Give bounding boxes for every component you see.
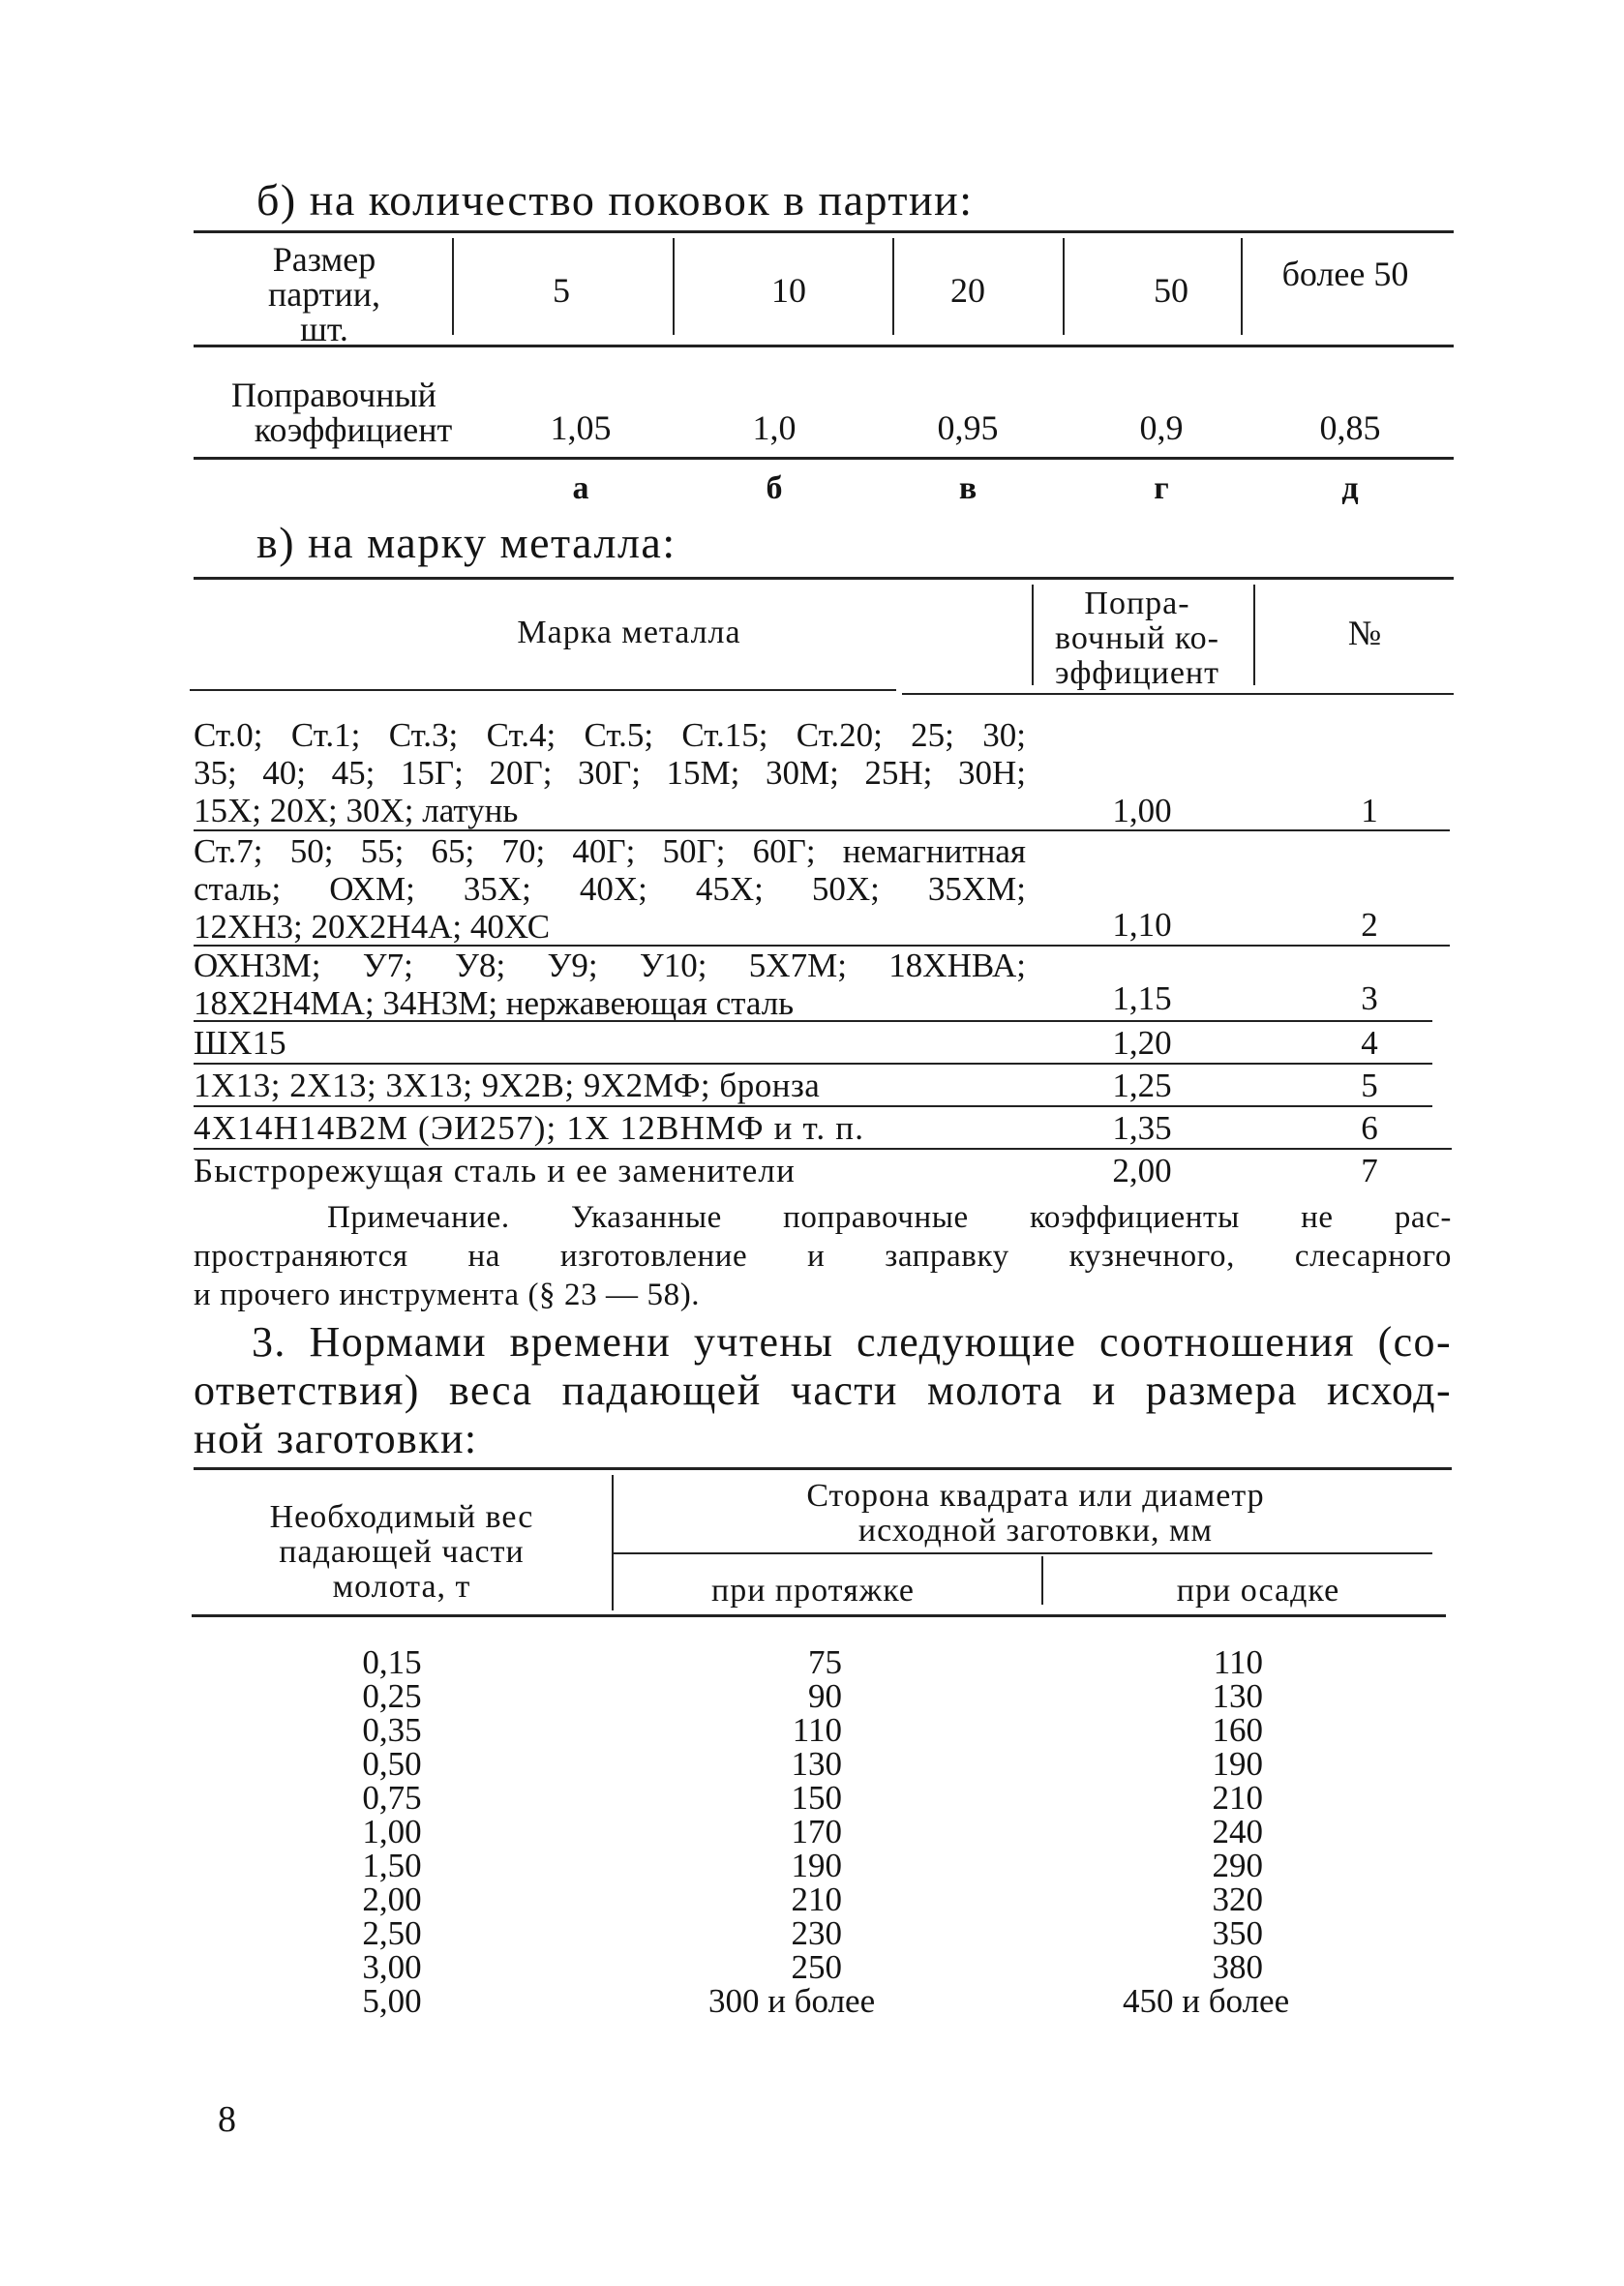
table-3-top-rule <box>194 1467 1452 1470</box>
table-3-header-rule <box>192 1614 1446 1617</box>
table-v-row-rule <box>194 1105 1432 1107</box>
table-b-size: 5 <box>553 271 570 310</box>
table-v-row-1-coef: 1,00 <box>1112 792 1172 829</box>
table-v-row-7-coef: 2,00 <box>1112 1152 1172 1189</box>
table-v-col-no: № <box>1347 614 1382 652</box>
table-v-top-rule <box>194 577 1454 580</box>
table-b-letter: в <box>958 470 977 506</box>
table-v-row-5-grades: 1Х13; 2Х13; 3Х13; 9Х2В; 9Х2МФ; бронза <box>194 1067 821 1104</box>
table-v-row-6-grades: 4Х14Н14В2М (ЭИ257); 1Х 12ВНМФ и т. п. <box>194 1109 865 1147</box>
table-3-upset: 110 130 160 190 210 240 290 320 350 380 450 и более <box>1123 1643 1290 2020</box>
table-3-vline <box>1041 1556 1043 1605</box>
table-v-header-rule <box>190 689 896 691</box>
section-b-heading: б) на количество поковок в партии: <box>256 175 974 225</box>
table-b-coef: 0,9 <box>1139 408 1184 447</box>
table-b-size: 20 <box>950 271 985 310</box>
table-3-weights: 0,15 0,25 0,35 0,50 0,75 1,00 1,50 2,00 2,50 3,00 5,00 <box>362 1643 422 2020</box>
table-v-row-7-grades: Быстрорежущая сталь и ее заменители <box>194 1152 797 1189</box>
table-3-col-draw: при протяжке <box>711 1573 915 1609</box>
table-v-row-6-coef: 1,35 <box>1112 1109 1172 1147</box>
table-v-vline <box>1253 585 1255 685</box>
table-b-vline <box>892 238 894 335</box>
table-3-col-upset: при осадке <box>1176 1573 1340 1609</box>
table-3-draw: 75 90 110 130 150 170 190 210 230 250 300 и более <box>708 1643 876 2020</box>
table-b-size: более 50 <box>1281 255 1409 293</box>
table-v-row-3-grades: ОХН3М; У7; У8; У9; У10; 5Х7М; 18ХНВА; 18Х2Н4МА; 34Н3М; нержавеющая сталь <box>194 947 1026 1022</box>
table-v-row-5-no: 5 <box>1361 1067 1378 1104</box>
table-b-size: 10 <box>771 271 806 310</box>
table-3-vline <box>612 1475 614 1610</box>
table-v-row-4-grades: ШХ15 <box>194 1024 286 1062</box>
table-v-row-5-coef: 1,25 <box>1112 1067 1172 1104</box>
table-b-mid-rule <box>194 345 1454 347</box>
table-3-col-weight: Необходимый вес падающей части молота, т <box>269 1499 534 1605</box>
table-3-col-group: Сторона квадрата или диаметр исходной заготовки, мм <box>806 1478 1265 1549</box>
table-b-top-rule <box>194 230 1454 233</box>
table-v-row-6-no: 6 <box>1361 1109 1378 1147</box>
table-b-vline <box>452 238 454 335</box>
table-b-vline <box>1063 238 1065 335</box>
table-v-header-rule <box>902 693 1454 695</box>
table-v-row-1-grades: Ст.0; Ст.1; Ст.3; Ст.4; Ст.5; Ст.15; Ст.20; 25; 30; 35; 40; 45; 15Г; 20Г; 30Г; 15М; 30М; 25Н; 30Н; 15Х; 20Х; 30Х; латунь <box>194 716 1026 829</box>
table-v-col-coef: Попра- вочный ко- эффициент <box>1055 586 1219 691</box>
table-v-note: Примечание. Указанные поправочные коэффициенты не рас- пространяются на изготовление и заправку кузнечного, слесарного и прочего инструмента (§ 23 — 58). <box>194 1200 1452 1312</box>
table-v-row-2-grades: Ст.7; 50; 55; 65; 70; 40Г; 50Г; 60Г; немагнитная сталь; ОХМ; 35Х; 40Х; 45Х; 50Х; 35ХМ; 12ХН3; 20Х2Н4А; 40ХС <box>194 832 1026 946</box>
table-b-coef-label: Поправочный коэффициент <box>231 376 453 449</box>
section-v-heading: в) на марку металла: <box>256 518 677 567</box>
table-b-coef: 1,05 <box>550 408 612 447</box>
table-v-row-3-coef: 1,15 <box>1112 979 1172 1017</box>
table-b-vline <box>1241 238 1243 335</box>
table-v-row-rule <box>194 1063 1432 1065</box>
table-v-row-rule <box>194 1148 1452 1150</box>
table-v-row-2-no: 2 <box>1361 906 1378 944</box>
table-3-subheader-rule <box>614 1552 1432 1554</box>
table-v-row-rule <box>194 1020 1432 1022</box>
table-b-size: 50 <box>1154 271 1188 310</box>
table-b-coef: 0,85 <box>1319 408 1381 447</box>
table-v-row-1-no: 1 <box>1361 792 1378 829</box>
table-b-letter: г <box>1154 470 1169 506</box>
table-b-vline <box>673 238 675 335</box>
page-number: 8 <box>218 2099 236 2140</box>
table-b-coef: 0,95 <box>937 408 999 447</box>
table-v-row-rule <box>194 829 1450 831</box>
table-v-row-7-no: 7 <box>1361 1152 1378 1189</box>
table-v-row-4-coef: 1,20 <box>1112 1024 1172 1062</box>
table-v-row-3-no: 3 <box>1361 979 1378 1017</box>
table-b-letter: б <box>766 470 783 506</box>
table-b-letter: д <box>1341 470 1359 506</box>
table-b-coef: 1,0 <box>752 408 797 447</box>
table-b-header-label: Размер партии, шт. <box>267 240 381 348</box>
table-v-row-4-no: 4 <box>1361 1024 1378 1062</box>
section-3-paragraph: 3. Нормами времени учтены следующие соотношения (со- ответствия) веса падающей части молота и размера исход- ной заготовки: <box>194 1318 1452 1462</box>
table-v-row-2-coef: 1,10 <box>1112 906 1172 944</box>
table-v-col-grade: Марка металла <box>517 615 741 650</box>
table-b-bottom-rule <box>194 457 1454 460</box>
table-b-letter: а <box>572 470 589 506</box>
